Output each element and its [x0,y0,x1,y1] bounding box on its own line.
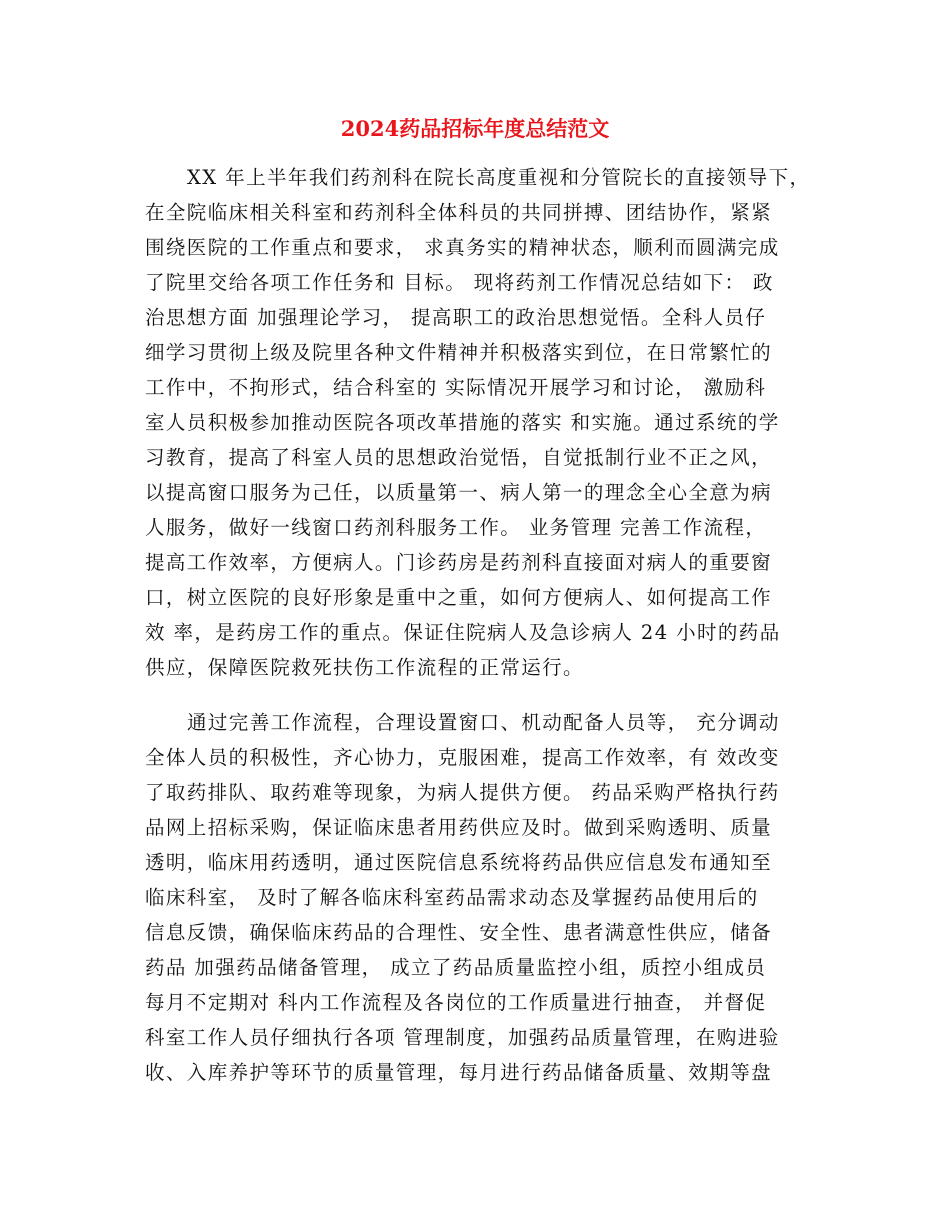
paragraph-line: 人服务，做好一线窗口药剂科服务工作。 业务管理 完善工作流程， [145,516,767,539]
paragraph-line: 室人员积极参加推动医院各项改革措施的落实 和实施。通过系统的学 [145,411,780,434]
paragraph-line: 通过完善工作流程，合理设置窗口、机动配备人员等， 充分调动 [187,711,780,734]
paragraph-line: 习教育，提高了科室人员的思想政治觉悟，自觉抵制行业不正之风， [145,446,773,469]
paragraph-line: 治思想方面 加强理论学习， 提高职工的政治思想觉悟。全科人员仔 [145,306,767,329]
paragraph-line: 口，树立医院的良好形象是重中之重，如何方便病人、如何提高工作 [145,586,773,609]
paragraph-line: 科室工作人员仔细执行各项 管理制度，加强药品质量管理，在购进验 [145,1026,780,1049]
paragraph-line: 在全院临床相关科室和药剂科全体科员的共同拼搏、团结协作，紧紧 [145,201,773,224]
paragraph-line: 透明，临床用药透明，通过医院信息系统将药品供应信息发布通知至 [145,851,773,874]
paragraph-line: 全体人员的积极性，齐心协力，克服困难，提高工作效率，有 效改变 [145,746,780,769]
paragraph-line: 临床科室， 及时了解各临床科室药品需求动态及掌握药品使用后的 [145,886,759,909]
paragraph-line: 围绕医院的工作重点和要求， 求真务实的精神状态，顺利而圆满完成 [145,236,780,259]
paragraph-line: 收、入库养护等环节的质量管理，每月进行药品储备质量、效期等盘 [145,1061,773,1084]
paragraph-line: 了院里交给各项工作任务和 目标。 现将药剂工作情况总结如下： 政 [145,271,774,294]
paragraph-line: 每月不定期对 科内工作流程及各岗位的工作质量进行抽查， 并督促 [145,991,767,1014]
document-title: 2024药品招标年度总结范文 [340,116,610,141]
paragraph-line: 提高工作效率，方便病人。门诊药房是药剂科直接面对病人的重要窗 [145,551,773,574]
paragraph-line: 供应，保障医院救死扶伤工作流程的正常运行。 [145,656,584,679]
paragraph-line: 品网上招标采购，保证临床患者用药供应及时。做到采购透明、质量 [145,816,773,839]
paragraph-line: 信息反馈，确保临床药品的合理性、安全性、患者满意性供应，储备 [145,921,773,944]
paragraph-line: 药品 加强药品储备管理， 成立了药品质量监控小组，质控小组成员 [145,956,767,979]
paragraph-line: 了取药排队、取药难等现象，为病人提供方便。 药品采购严格执行药 [145,781,780,804]
paragraph-line: XX 年上半年我们药剂科在院长高度重视和分管院长的直接领导下， [187,166,811,189]
paragraph-line: 以提高窗口服务为己任，以质量第一、病人第一的理念全心全意为病 [145,481,773,504]
paragraph-line: 细学习贯彻上级及院里各种文件精神并积极落实到位，在日常繁忙的 [145,341,773,364]
paragraph-line: 工作中，不拘形式，结合科室的 实际情况开展学习和讨论， 激励科 [145,376,767,399]
paragraph-line: 效 率，是药房工作的重点。保证住院病人及急诊病人 24 小时的药品 [145,621,781,644]
